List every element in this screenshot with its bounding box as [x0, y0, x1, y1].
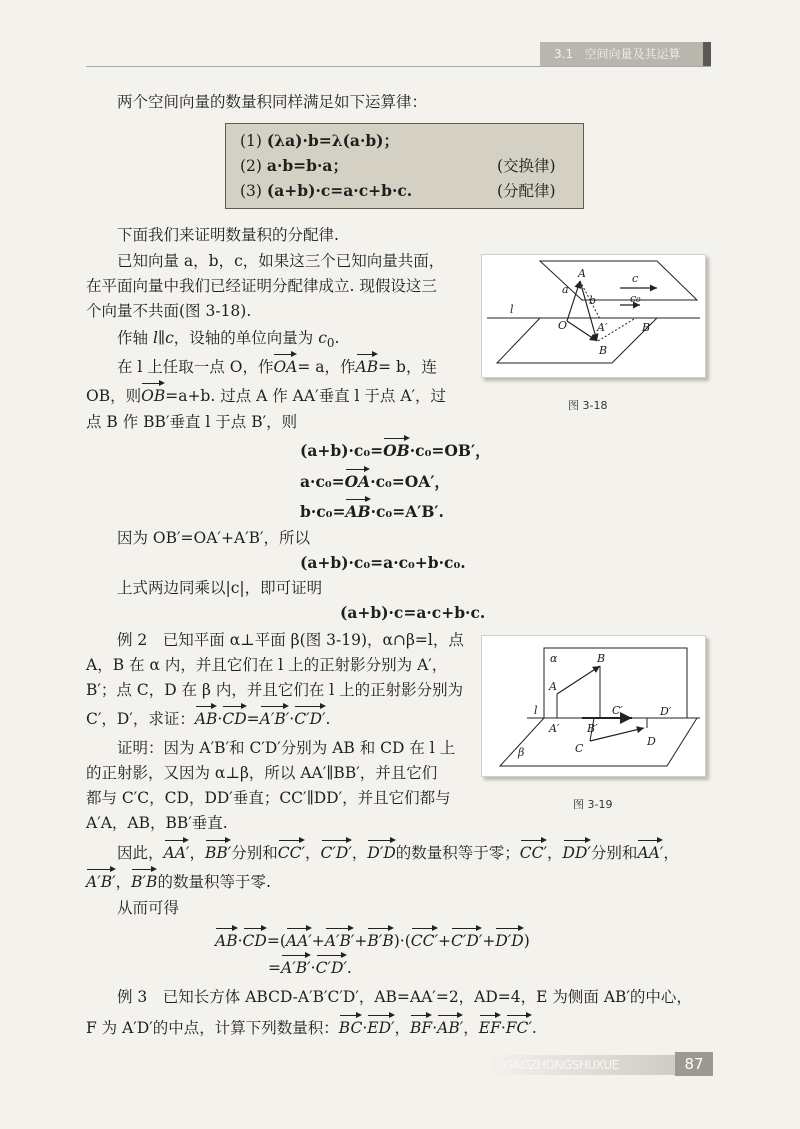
fin-v3: AA′: [285, 932, 312, 950]
step-text-2a: OB，则: [86, 387, 142, 405]
fin-d1: ·: [237, 932, 243, 950]
th-v5: D′D: [367, 844, 396, 862]
plane-bottom: [497, 318, 657, 363]
label-B: B: [599, 344, 608, 357]
ex2-vec-AB: AB: [194, 710, 218, 728]
figure-3-18-caption: 图 3-18: [568, 399, 608, 412]
final-eq-line1: [215, 931, 530, 951]
fin-v5: B′B: [367, 932, 394, 950]
fin-v4: A′B′: [324, 932, 355, 950]
axis-sub: 0: [326, 336, 335, 351]
label-Dp: D′: [660, 705, 672, 718]
ex2-vec-CpDp: C′D′: [294, 710, 326, 728]
fin-v2: CD: [242, 932, 267, 950]
section-title: 空间向量及其运算: [584, 47, 681, 61]
footer-brand: GAOZHONGSHUXUE: [488, 1055, 675, 1075]
fin-plus1: +: [311, 932, 325, 950]
law-1-formula: (λa)·b=λ(a·b)；: [266, 131, 400, 150]
para1-line2: 在平面向量中我们已经证明分配律成立. 现假设这三: [86, 277, 437, 295]
th-t10: 的数量积等于零.: [157, 873, 271, 891]
ex2-line2: A，B 在 α 内，并且它们在 l 上的正射影分别为 A′，: [86, 656, 448, 674]
th-t6: ，: [547, 844, 563, 862]
figure-3-19: [481, 635, 706, 777]
ex2-line4: [86, 709, 330, 729]
fin-v9: A′B′: [281, 959, 311, 977]
fin-p3: ): [523, 932, 530, 950]
label-O: O: [558, 319, 568, 332]
running-header: [540, 42, 703, 66]
law-3-num: (3): [240, 182, 262, 200]
fin-v7: C′D′: [451, 932, 483, 950]
final-eq-line2: [268, 958, 352, 978]
ex2-text: C′，D′，求证：: [86, 710, 195, 728]
eq-1a: (a+b)·c₀=: [300, 441, 384, 460]
th-t5: 的数量积等于零；: [395, 844, 520, 862]
label-b: b: [589, 294, 597, 307]
ex3-d3: ·: [500, 1019, 506, 1037]
step-text-2b: =a+b. 过点 A 作 AA′垂直 l 于点 A′，过: [165, 387, 447, 405]
th-v3: CC′: [277, 844, 306, 862]
label-Cp: C′: [612, 704, 623, 717]
eq-3: [300, 502, 444, 522]
ex2-line1: 例 2 已知平面 α⊥平面 β(图 3-19)，α∩β=l，点: [117, 631, 464, 649]
th-v2: BB′: [204, 844, 232, 862]
axis-parallel: ∥: [157, 329, 166, 347]
ex3-v1: BC: [338, 1019, 363, 1037]
axis-c0: c: [318, 329, 327, 347]
eq-1b: ·c₀=OB′，: [409, 441, 491, 460]
ex3-end: .: [531, 1019, 537, 1037]
vec-OA: OA: [273, 358, 298, 376]
axis-line: [117, 328, 339, 353]
label-a: a: [562, 283, 569, 296]
step-line1: [117, 357, 437, 377]
therefore-line2: [86, 872, 271, 892]
ex3-text: F 为 A′D′的中点，计算下列数量积：: [86, 1019, 339, 1037]
ex2-end: .: [325, 710, 331, 728]
label-Bp: B′: [642, 321, 653, 334]
vector-CD: [590, 728, 644, 741]
label-l: l: [534, 704, 538, 717]
vector-a: [567, 281, 580, 321]
proof-intro: 下面我们来证明数量积的分配律.: [117, 226, 339, 244]
step-line3: 点 B 作 BB′垂直 l 于点 B′，则: [86, 413, 298, 431]
figure-3-18: [481, 254, 706, 378]
figure-3-18-diagram: [482, 255, 705, 377]
label-beta: β: [518, 746, 525, 759]
fin-v1: AB: [215, 932, 238, 950]
th-v4: C′D′: [320, 844, 352, 862]
ex3-c1: ，: [394, 1019, 411, 1037]
fin-d2: ·: [310, 959, 316, 977]
step-text-1a: 在 l 上任取一点 O，作: [117, 358, 274, 376]
label-A: A: [578, 267, 586, 280]
law-2-name: (交换律): [497, 157, 556, 175]
proof-line1: 证明：因为 A′B′和 C′D′分别为 AB 和 CD 在 l 上: [117, 739, 456, 757]
label-D: D: [647, 735, 656, 748]
eq-4: (a+b)·c₀=a·c₀+b·c₀.: [300, 553, 466, 572]
label-c0: c₀: [630, 292, 641, 305]
page-number: 87: [675, 1052, 713, 1076]
axis-end: .: [334, 329, 340, 347]
label-alpha: α: [550, 652, 558, 665]
ex3-line1: 例 3 已知长方体 ABCD-A′B′C′D′，AB=AA′=2，AD=4，E 为侧面 AB′的中心，: [117, 988, 692, 1006]
th-t2: 分别和: [231, 844, 278, 862]
fin-p1: =(: [266, 932, 286, 950]
fin-p2: )·(: [393, 932, 411, 950]
figure-3-19-diagram: [482, 636, 705, 776]
ex2-eq: =: [246, 710, 260, 728]
label-c: c: [632, 272, 639, 285]
ex3-v2: ED′: [367, 1019, 395, 1037]
fin-plus4: +: [482, 932, 496, 950]
eq-2-vec: OA: [344, 472, 371, 491]
law-2: [240, 156, 348, 176]
ex3-d1: ·: [362, 1019, 368, 1037]
th-v7: DD′: [562, 844, 591, 862]
eq-1: [300, 441, 491, 461]
fin-v10: C′D′: [315, 959, 347, 977]
eq-2: [300, 472, 450, 492]
eq-2a: a·c₀=: [300, 472, 345, 491]
fin-plus2: +: [354, 932, 368, 950]
th-v6: CC′: [519, 844, 548, 862]
eq-3a: b·c₀=: [300, 502, 346, 521]
th-v9: A′B′: [86, 873, 116, 891]
label-A: A: [549, 680, 557, 693]
ex2-vec-CD: CD: [222, 710, 247, 728]
eq-3b: ·c₀=A′B′.: [370, 502, 444, 521]
ex3-d2: ·: [432, 1019, 438, 1037]
fin-plus3: +: [438, 932, 452, 950]
mult-line: 上式两边同乘以|c|，即可证明: [117, 579, 323, 597]
axis-c: c: [165, 329, 174, 347]
th-t3: ，: [305, 844, 321, 862]
th-t9: ，: [115, 873, 132, 891]
ex3-v3: BF: [410, 1019, 433, 1037]
law-2-num: (2): [240, 157, 262, 175]
ex3-v6: FC′: [505, 1019, 532, 1037]
figure-3-19-caption: 图 3-19: [573, 798, 613, 811]
axis-text-a: 作轴: [117, 329, 153, 347]
step-text-1b: = a，作: [297, 358, 356, 376]
fin-end: .: [346, 959, 352, 977]
axis-l: l: [152, 329, 158, 347]
th-t8: ，: [663, 844, 679, 862]
step-text-1c: = b，连: [378, 358, 437, 376]
vec-OB: OB: [141, 387, 166, 405]
fin-eq: =: [268, 959, 281, 977]
ex2-dot2: ·: [289, 710, 295, 728]
law-2-formula: a·b=b·a；: [266, 156, 348, 175]
law-3-name: (分配律): [497, 182, 556, 200]
therefore-line1: [117, 843, 679, 863]
proof-line4: A′A，AB，BB′垂直.: [86, 814, 228, 832]
th-v10: B′B: [131, 873, 158, 891]
th-t1: ，: [189, 844, 205, 862]
label-Ap: A′: [597, 321, 608, 334]
eq-3-vec: AB: [345, 502, 371, 521]
label-l: l: [510, 303, 514, 316]
ex3-v5: EF: [478, 1019, 501, 1037]
proof-line3: 都与 C′C，CD，DD′垂直；CC′∥DD′，并且它们都与: [86, 789, 451, 807]
eq-5: (a+b)·c=a·c+b·c.: [340, 603, 486, 622]
fin-v8: D′D: [495, 932, 524, 950]
vec-AB: AB: [355, 358, 379, 376]
th-t7: 分别和: [590, 844, 638, 862]
step-line2: [86, 386, 446, 406]
because-line: 因为 OB′=OA′+A′B′，所以: [117, 529, 311, 547]
ex2-line3: B′；点 C，D 在 β 内，并且它们在 l 上的正射影分别为: [86, 681, 464, 699]
th-t4: ，: [351, 844, 368, 862]
law-1-num: (1): [240, 132, 262, 150]
label-Bp: B′: [587, 722, 598, 735]
th-t0: 因此，: [117, 844, 164, 862]
law-1: [240, 131, 399, 151]
header-rule: [86, 66, 711, 67]
eq-2b: ·c₀=OA′，: [370, 472, 450, 491]
ex2-vec-ApBp: A′B′: [259, 710, 290, 728]
eq-1-vec: OB: [383, 441, 410, 460]
ex2-dot: ·: [217, 710, 223, 728]
axis-text-e: ，设轴的单位向量为: [173, 329, 319, 347]
header-bar: [703, 42, 711, 66]
label-C: C: [575, 742, 584, 755]
para1-line3: 个向量不共面(图 3-18).: [86, 302, 252, 320]
label-Ap: A′: [549, 722, 560, 735]
ex3-line2: [86, 1018, 537, 1038]
fin-v6: CC′: [410, 932, 439, 950]
ex3-v4: AB′: [437, 1019, 464, 1037]
label-B: B: [597, 652, 606, 665]
vector-AB: [557, 666, 600, 694]
plane-beta: [500, 718, 697, 766]
law-3-formula: (a+b)·c=a·c+b·c.: [266, 181, 413, 200]
th-v1: AA′: [163, 844, 190, 862]
section-number: 3.1: [554, 47, 574, 61]
para1-line1: 已知向量 a，b，c，如果这三个已知向量共面，: [117, 252, 445, 270]
th-v8: AA′: [637, 844, 664, 862]
ex3-c2: ，: [463, 1019, 479, 1037]
para-intro: 两个空间向量的数量积同样满足如下运算律：: [117, 93, 428, 111]
law-3: [240, 181, 412, 201]
hence-line: 从而可得: [117, 899, 180, 917]
proof-line2: 的正射影，又因为 α⊥β，所以 AA′∥BB′，并且它们: [86, 764, 438, 782]
